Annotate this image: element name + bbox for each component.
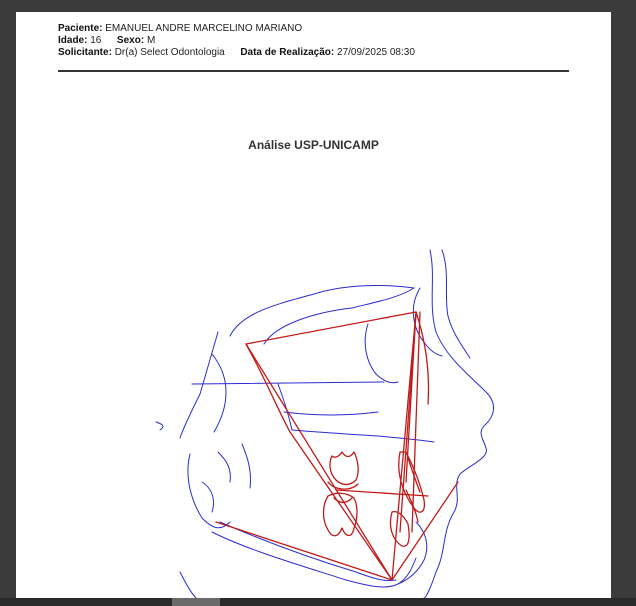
frontal-bone	[413, 288, 442, 356]
frankfort-plane	[192, 382, 384, 384]
patient-name: EMANUEL ANDRE MARCELINO MARIANO	[105, 23, 303, 34]
coronoid	[242, 444, 251, 488]
patient-label: Paciente:	[58, 23, 103, 34]
age-value: 16	[90, 35, 102, 46]
requester-label: Solicitante:	[58, 47, 112, 58]
date-value: 27/09/2025 08:30	[337, 47, 415, 58]
report-page	[16, 12, 611, 598]
mandibular-plane	[216, 522, 392, 580]
condyle	[218, 452, 230, 482]
date-label: Data de Realização:	[240, 47, 335, 58]
anatomy-outline	[156, 250, 494, 598]
mandible-ramus	[188, 454, 230, 528]
requester-value: Dr(a) Select Odontologia	[114, 47, 225, 58]
sella-gonion-line	[246, 344, 290, 432]
occipital	[212, 354, 226, 432]
viewer-top-bar	[0, 0, 636, 12]
age-label: Idade:	[58, 35, 88, 46]
scrollbar-thumb[interactable]	[172, 598, 220, 606]
sella-menton-line	[246, 344, 392, 580]
nose-inner	[442, 250, 470, 358]
cephalometric-tracing	[16, 12, 611, 598]
viewer-right-bar	[611, 12, 636, 598]
sex-value: M	[146, 35, 156, 46]
ear-mark	[156, 422, 163, 430]
soft-chin-line	[392, 482, 458, 580]
cranial-base	[230, 286, 414, 336]
soft-tissue-profile	[424, 250, 494, 598]
horizontal-scrollbar[interactable]	[0, 598, 636, 606]
sella-nasion-line	[246, 312, 416, 344]
posterior-skull	[180, 332, 218, 438]
mandible-body	[212, 532, 416, 587]
maxilla-top	[284, 412, 378, 415]
cervical-line	[180, 572, 196, 598]
analysis-lines	[216, 312, 458, 580]
hyoid-region	[202, 482, 214, 512]
sex-label: Sexo:	[116, 35, 145, 46]
mandible-lower-border	[220, 522, 396, 581]
orbit-inner	[365, 324, 398, 383]
upper-molar	[330, 452, 358, 485]
palate	[292, 430, 434, 442]
analysis-title: Análise USP-UNICAMP	[248, 138, 379, 152]
